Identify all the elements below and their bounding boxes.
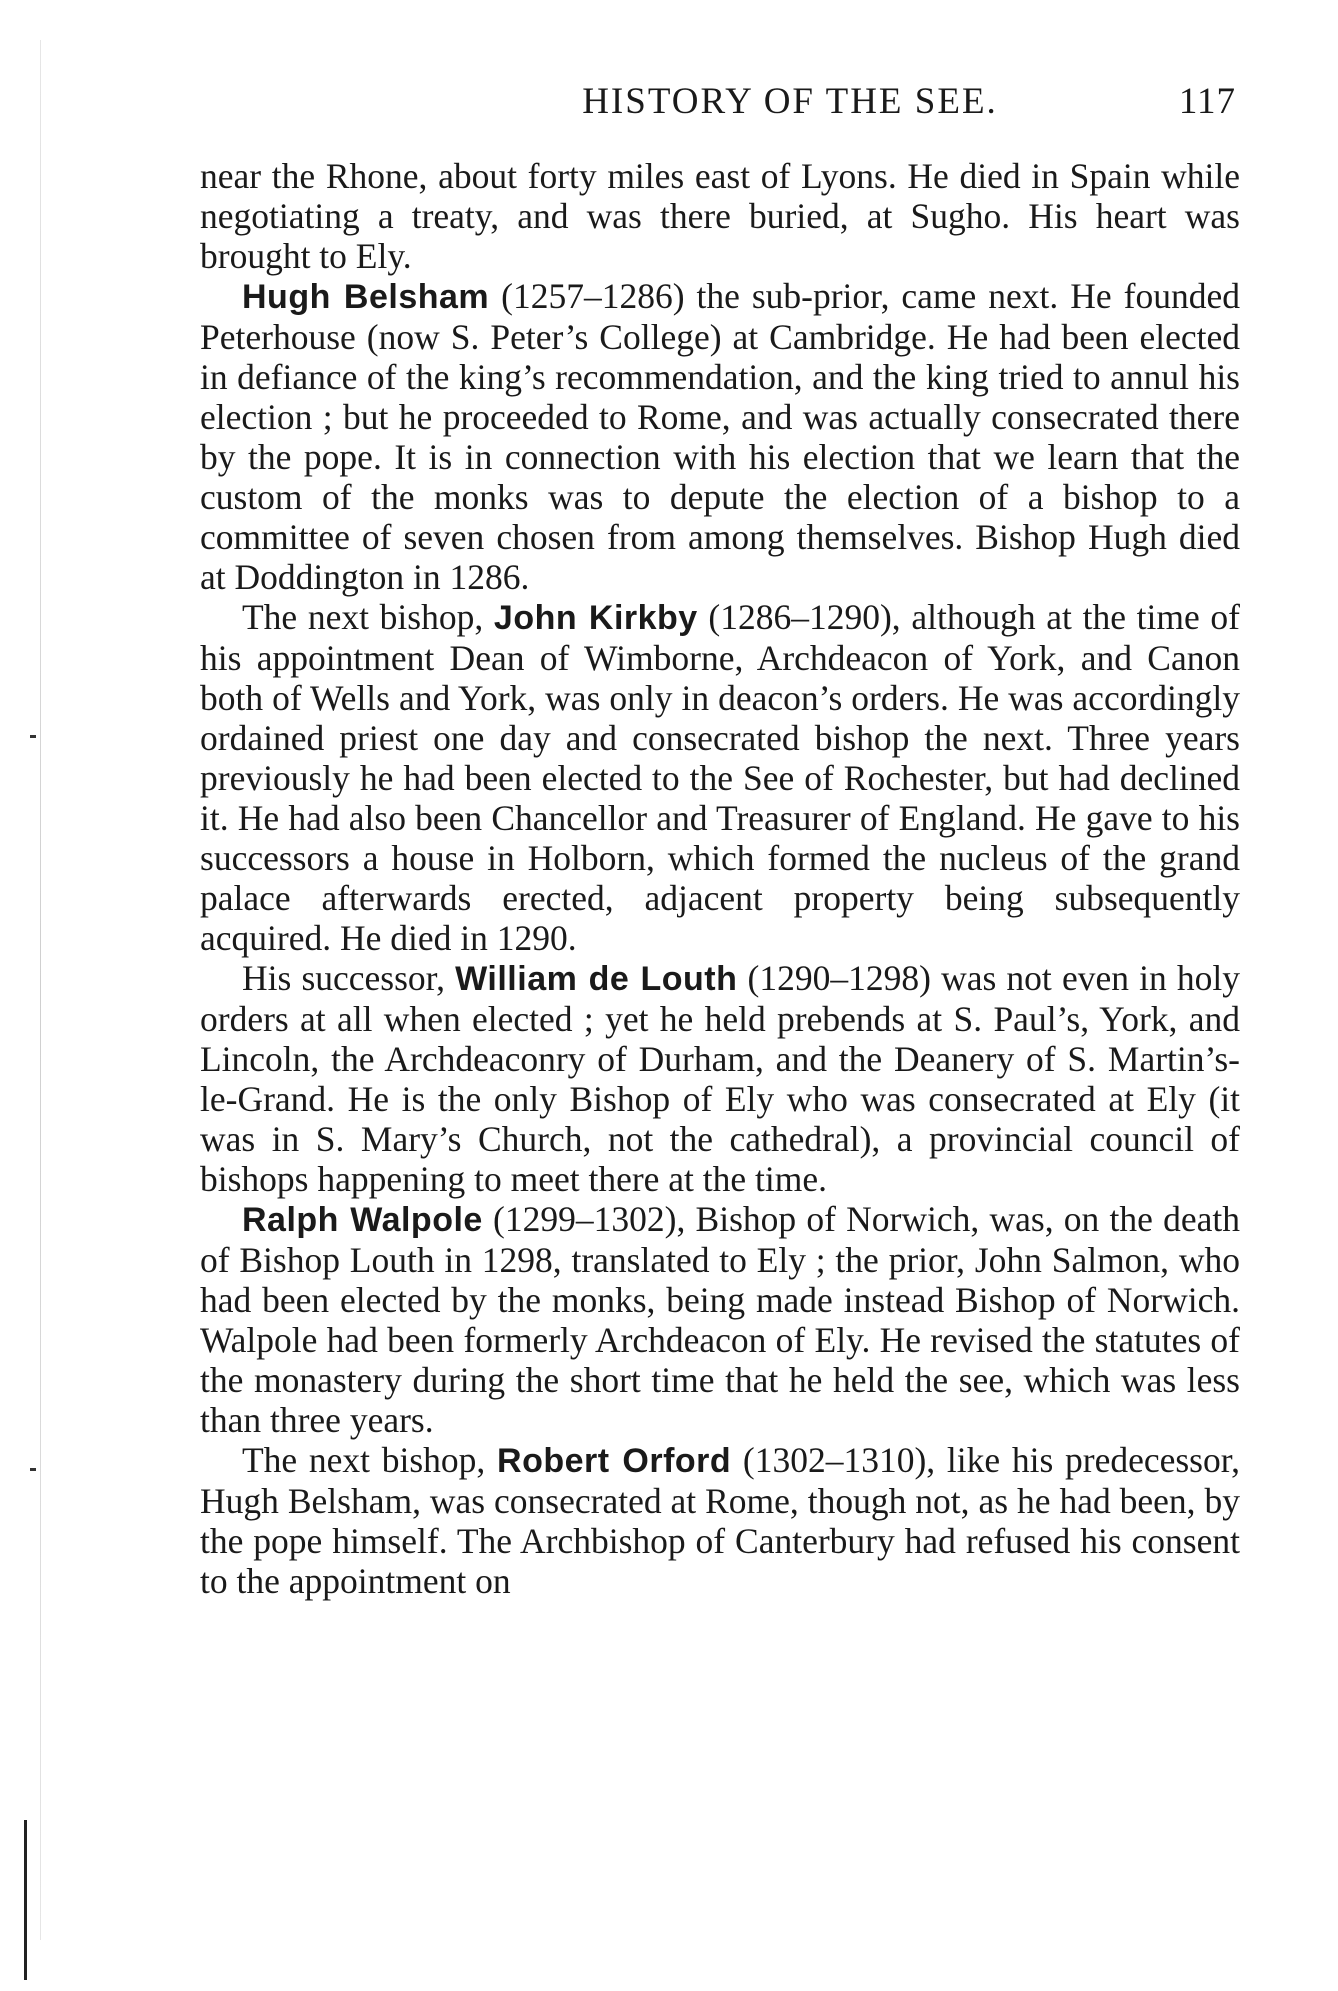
paragraph-text: (1257–1286) the sub-prior, came next. He founded Peterhouse (now S. Peter’s College) at Cambridge. He had been elected in defiance of the king’s recommendation, and the king tried to annul his election ; but he proceeded to Rome, and was actually consecrated there by the pope. It is in connection with his election that we learn that the custom of the monks was to depute the election of a bishop to a committee of seven chosen from among themselves. Bishop Hugh died at Doddington in 1286. <box>200 276 1240 597</box>
margin-mark <box>30 1468 36 1471</box>
bishop-name: Robert Orford <box>497 1442 732 1480</box>
margin-mark <box>30 735 36 738</box>
paragraph-john-kirkby <box>200 597 1240 958</box>
paragraph-william-de-louth <box>200 958 1240 1199</box>
paragraph-lead: The next bishop, <box>242 1440 498 1480</box>
bishop-name: John Kirkby <box>493 599 698 637</box>
paragraph-text: (1290–1298) was not even in holy orders at all when elected ; yet he held prebends at S. Paul’s, York, and Lincoln, the Archdeaconry of Durham, and the Deanery of S. Martin’s-le-Grand. He is the only Bishop of Ely who was consecrated at Ely (it was in S. Mary’s Church, not the cathedral), a provincial council of bishops happening to meet there at the time. <box>200 958 1240 1199</box>
bishop-name: Hugh Belsham <box>242 278 490 316</box>
paragraph-lead: His successor, <box>242 958 456 998</box>
book-page <box>200 80 1240 1601</box>
running-title: HISTORY OF THE SEE. <box>582 81 998 122</box>
paragraph-text: (1302–1310), like his predecessor, Hugh Belsham, was consecrated at Rome, though not, as he had been, by the pope himself. The Archbishop of Canterbury had refused his consent to the appointment on <box>200 1440 1240 1601</box>
binding-shadow <box>24 1820 27 1980</box>
paragraph-robert-orford <box>200 1440 1240 1601</box>
running-head <box>200 80 1240 140</box>
paragraph-text: near the Rhone, about forty miles east of Lyons. He died in Spain while negotiating a treaty, and was there buried, at Sugho. His heart was brought to Ely. <box>200 156 1240 276</box>
paragraph-lead: The next bishop, <box>242 597 494 637</box>
binding-edge <box>40 40 41 1940</box>
paragraph-hugh-belsham <box>200 276 1240 597</box>
paragraph-text: (1286–1290), although at the time of his appointment Dean of Wimborne, Archdeacon of York, and Canon both of Wells and York, was only in deacon’s orders. He was accordingly ordained priest one day and consecrated bishop the next. Three years previously he had been elected to the See of Rochester, but had declined it. He had also been Chancellor and Treasurer of England. He gave to his successors a house in Holborn, which formed the nucleus of the grand palace afterwards erected, adjacent property being subsequently acquired. He died in 1290. <box>200 597 1240 958</box>
bishop-name: William de Louth <box>455 960 738 998</box>
body-text <box>200 156 1240 1601</box>
paragraph-ralph-walpole <box>200 1199 1240 1440</box>
paragraph-text: (1299–1302), Bishop of Norwich, was, on the death of Bishop Louth in 1298, translated to Ely ; the prior, John Salmon, who had been elected by the monks, being made instead Bishop of Norwich. Walpole had been formerly Archdeacon of Ely. He revised the statutes of the monastery during the short time that he held the see, which was less than three years. <box>200 1199 1240 1440</box>
page-number: 117 <box>1178 81 1236 122</box>
bishop-name: Ralph Walpole <box>242 1201 483 1239</box>
paragraph-continuation <box>200 156 1240 276</box>
